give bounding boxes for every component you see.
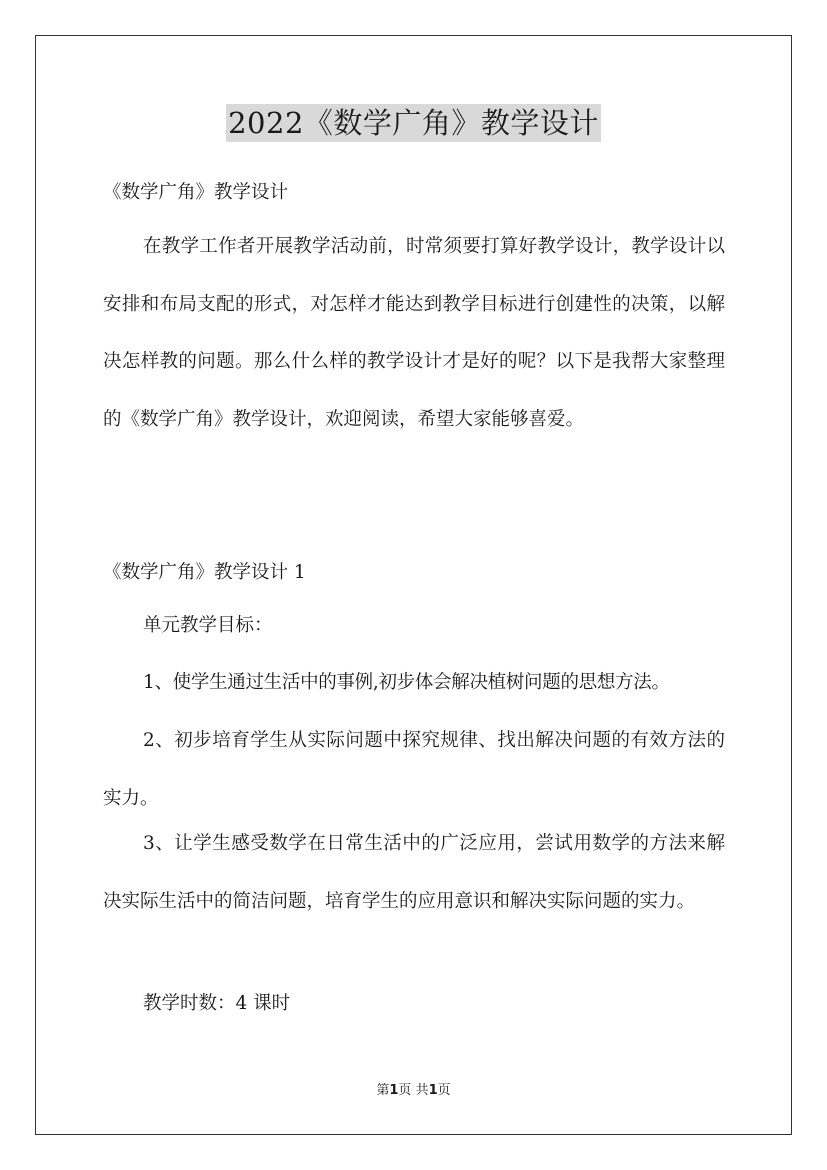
unit-goal-label: 单元教学目标： (143, 615, 273, 636)
footer-page-mid: 页 共 (398, 1083, 429, 1098)
goal-item-2: 2、初步培育学生从实际问题中探究规律、找出解决问题的有效方法的实力。 (103, 730, 725, 809)
footer-page-current: 1 (389, 1083, 399, 1098)
footer-page-total: 1 (428, 1083, 438, 1098)
document-title: 2022《数学广角》教学设计 (228, 106, 599, 140)
section-heading: 《数学广角》教学设计 1 (103, 562, 306, 583)
footer-page-prefix: 第 (376, 1083, 390, 1098)
goal-item-1: 1、使学生通过生活中的事例,初步体会解决植树问题的思想方法。 (143, 672, 670, 693)
title-container (0, 104, 827, 142)
intro-paragraph: 在教学工作者开展教学活动前，时常须要打算好教学设计，教学设计以安排和布局支配的形式，对怎样才能达到教学目标进行创建性的决策，以解决怎样教的问题。那么什么样的教学设计才是好的呢？以下是我帮大家整理的《数学广角》教学设计，欢迎阅读，希望大家能够喜爱。 (103, 236, 725, 430)
document-subtitle: 《数学广角》教学设计 (103, 182, 289, 203)
goal-item-3: 3、让学生感受数学在日常生活中的广泛应用，尝试用数学的方法来解决实际生活中的简洁问题，培育学生的应用意识和解决实际问题的实力。 (103, 833, 725, 912)
teaching-hours: 教学时数：4 课时 (143, 993, 291, 1014)
page-footer (0, 1082, 827, 1100)
footer-page-suffix: 页 (437, 1083, 451, 1098)
